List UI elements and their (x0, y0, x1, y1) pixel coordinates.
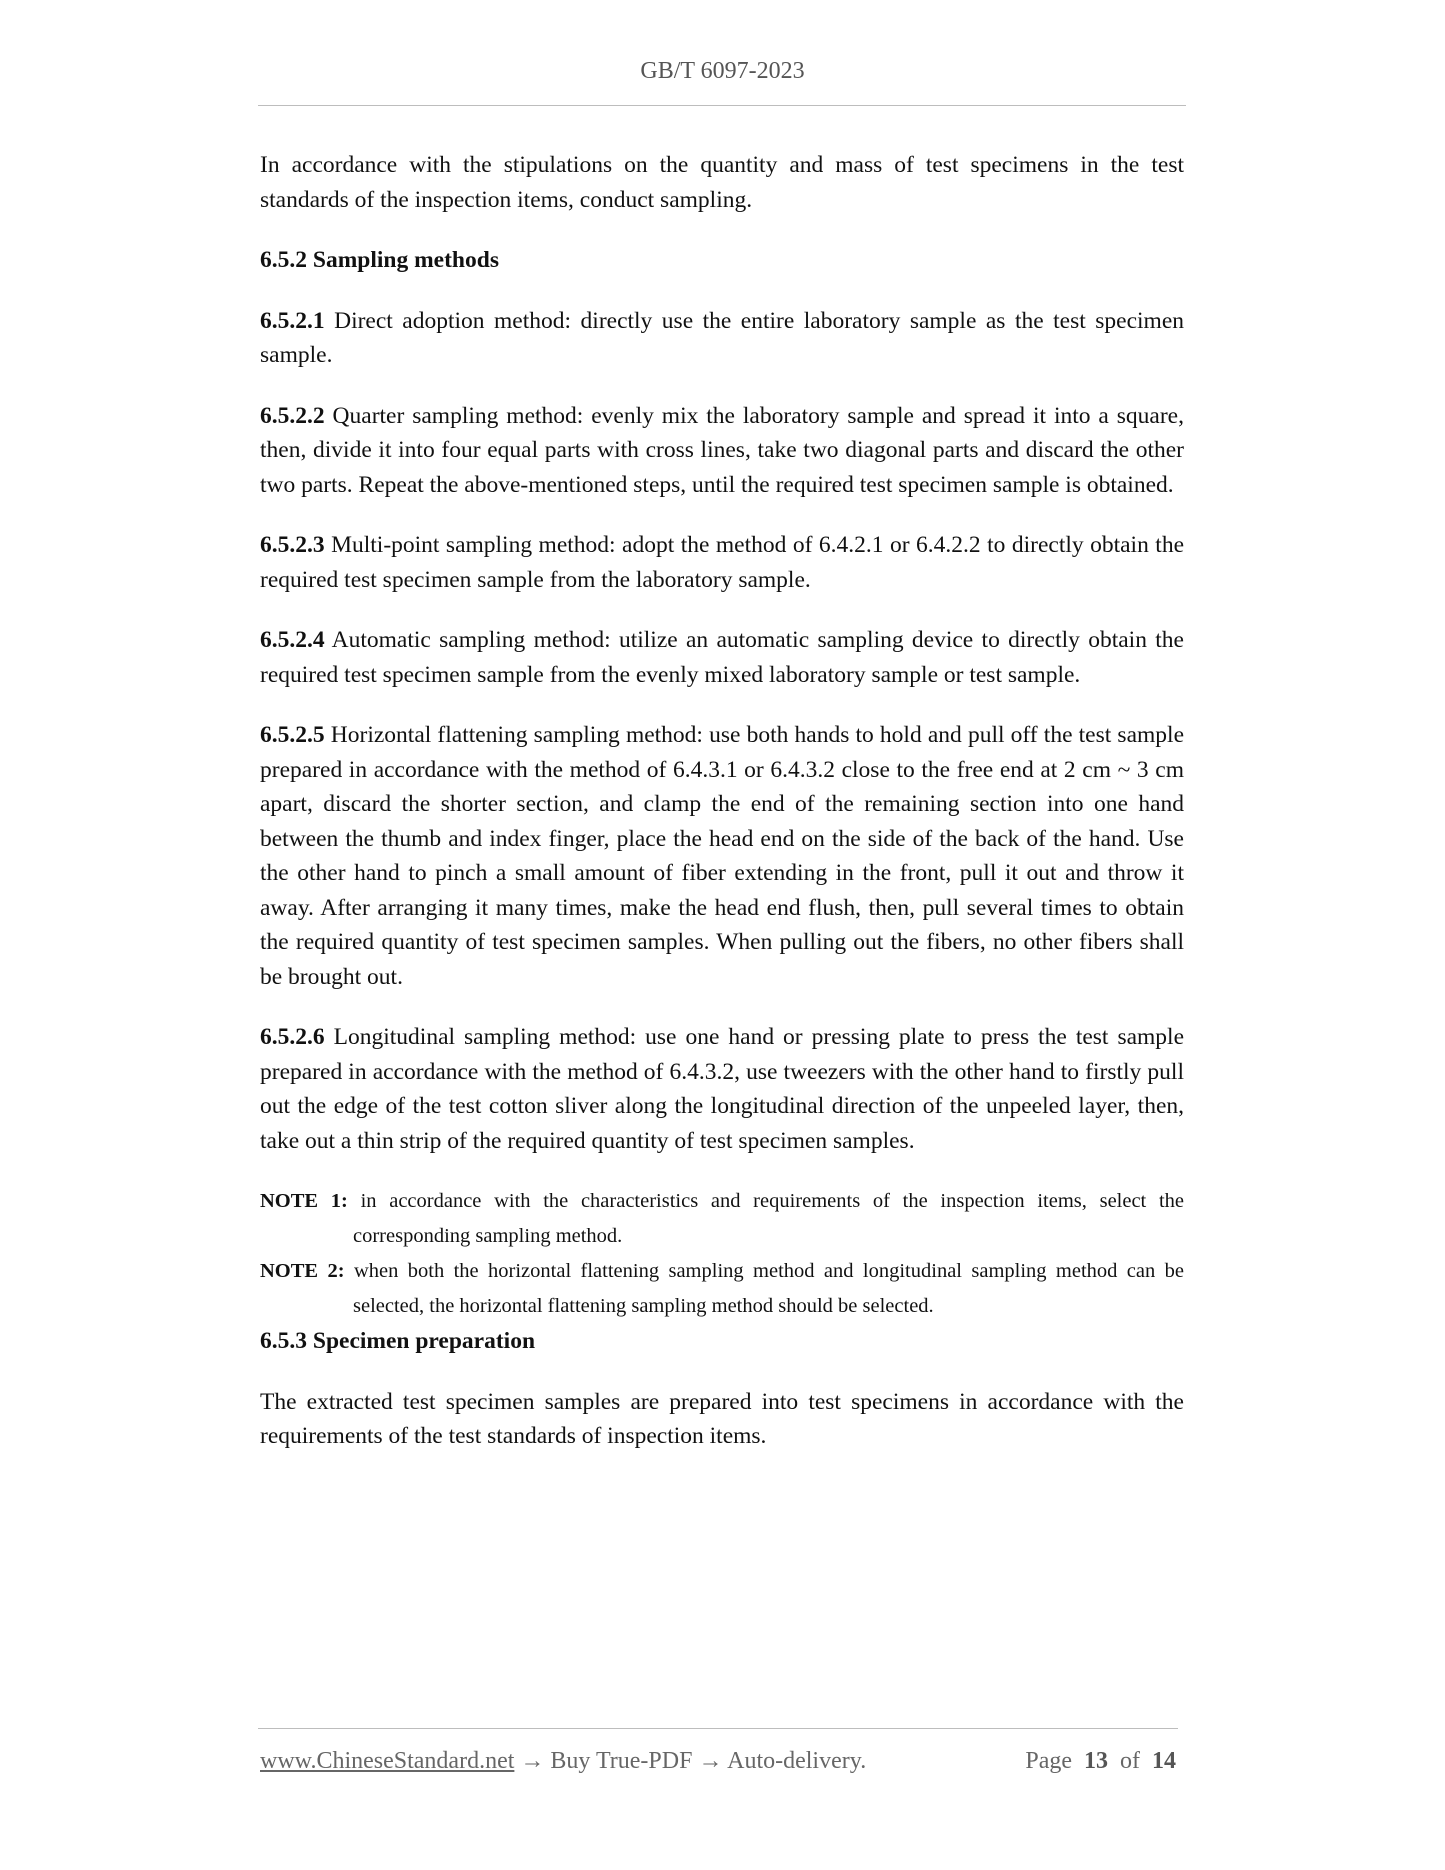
note-label: NOTE 2: (260, 1260, 345, 1282)
footer-promo (260, 1748, 866, 1775)
footer-divider (258, 1728, 1178, 1729)
clause-text: Direct adoption method: directly use the entire laboratory sample as the test specimen sample. (260, 307, 1184, 368)
website-link[interactable]: www.ChineseStandard.net (260, 1748, 515, 1774)
clause-text: Multi-point sampling method: adopt the method of 6.4.2.1 or 6.4.2.2 to directly obtain the required test specimen sample from the laboratory sample. (260, 532, 1185, 593)
clause-number: 6.5.2.1 (260, 307, 325, 334)
page-indicator (1025, 1748, 1176, 1775)
clause-6-5-2-3 (260, 528, 1184, 597)
clause-text: Horizontal flattening sampling method: use both hands to hold and pull off the test sample prepared in accordance with the method of 6.4.3.1 or 6.4.3.2 close to the free end at 2 cm ~ 3 cm apart, discard the shorter section, and clamp the end of the remaining section into one hand between the thumb and index finger, place the head end on the side of the back of the hand. Use the other hand to pinch a small amount of fiber extending in the front, pull it out and throw it away. After arranging it many times, make the head end flush, then, pull several times to obtain the required quantity of test specimen samples. When pulling out the fibers, no other fibers shall be brought out. (260, 722, 1184, 990)
clause-text: Automatic sampling method: utilize an automatic sampling device to directly obtain the required test specimen sample from the evenly mixed laboratory sample or test sample. (260, 627, 1184, 688)
page-of-label: of (1120, 1748, 1140, 1774)
note-text: when both the horizontal flattening sampling method and longitudinal sampling method can be selected, the horizontal flattening sampling method should be selected. (353, 1260, 1184, 1317)
clause-number: 6.5.2.4 (260, 627, 325, 653)
header-divider (258, 105, 1186, 106)
note-2 (260, 1254, 1184, 1324)
clause-6-5-2-2 (260, 399, 1184, 503)
clause-number: 6.5.2.6 (260, 1024, 325, 1050)
footer-tagline: → Buy True-PDF → Auto-delivery. (520, 1748, 867, 1774)
clause-6-5-2-1 (260, 304, 1184, 373)
document-code-header: GB/T 6097-2023 (640, 58, 805, 84)
note-text: in accordance with the characteristics and requirements of the inspection items, select the corresponding sampling method. (353, 1190, 1184, 1247)
intro-paragraph: In accordance with the stipulations on the quantity and mass of test specimens in the test standards of the inspection items, conduct sampling. (260, 152, 1184, 213)
clause-number: 6.5.2.5 (260, 722, 325, 748)
page-body (260, 148, 1184, 1480)
section-heading-6-5-3: 6.5.3 Specimen preparation (260, 1328, 536, 1354)
section-heading-6-5-2: 6.5.2 Sampling methods (260, 247, 499, 273)
page-label: Page (1025, 1748, 1072, 1774)
current-page-number: 13 (1084, 1748, 1108, 1774)
total-page-number: 14 (1152, 1748, 1176, 1774)
specimen-preparation-paragraph: The extracted test specimen samples are prepared into test specimens in accordance with the requirements of the test standards of inspection items. (260, 1388, 1184, 1449)
clause-number: 6.5.2.2 (260, 402, 325, 429)
clause-6-5-2-4 (260, 623, 1184, 692)
clause-6-5-2-5 (260, 718, 1184, 994)
clause-text: Longitudinal sampling method: use one hand or pressing plate to press the test sample prepared in accordance with the method of 6.4.3.2, use tweezers with the other hand to firstly pull out the edge of the test cotton sliver along the longitudinal direction of the unpeeled layer, then, take out a thin strip of the required quantity of test specimen samples. (260, 1024, 1185, 1154)
note-1 (260, 1184, 1184, 1254)
note-label: NOTE 1: (260, 1190, 348, 1212)
clause-6-5-2-6 (260, 1020, 1184, 1158)
clause-number: 6.5.2.3 (260, 532, 325, 558)
clause-text: Quarter sampling method: evenly mix the laboratory sample and spread it into a square, then, divide it into four equal parts with cross lines, take two diagonal parts and discard the other two parts. Repeat the above-mentioned steps, until the required test specimen sample is obtained. (260, 402, 1184, 498)
